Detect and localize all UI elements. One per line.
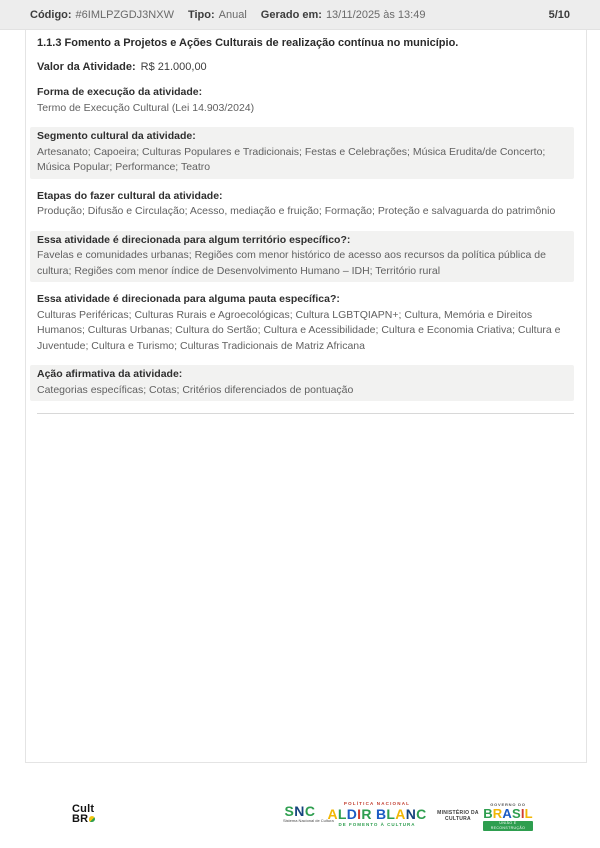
section-territorio-especifico xyxy=(30,231,574,283)
aldir-blanc-letters: ALDIR BLANC xyxy=(327,806,427,822)
tipo-label: Tipo: xyxy=(187,8,215,21)
cultbr-logo-line2: BR xyxy=(72,814,95,824)
section-label: Essa atividade é direcionada para alguma pauta específica?: xyxy=(37,293,340,305)
tipo-field xyxy=(188,9,247,21)
section-value: Culturas Periféricas; Culturas Rurais e Agroecológicas; Cultura LGBTQIAPN+; Cultura, Memória e Direitos Humanos; Culturas Urbanas; Cultura do Sertão; Cultura e Acessibilidade; Cultura e Economia Criativa; Cultura e Juventude; Cultura e Turismo; Culturas Tradicionais de Matriz Africana xyxy=(37,308,561,352)
ministerio-cultura-line2: CULTURA xyxy=(445,816,471,822)
ministerio-cultura-logo xyxy=(437,810,479,822)
activity-value-row xyxy=(37,60,574,75)
document-meta-bar xyxy=(0,0,600,30)
section-value: Favelas e comunidades urbanas; Regiões com menor histórico de acesso aos recursos da política pública de cultura; Regiões com menor índice de Desenvolvimento Humano – IDH; Território rural xyxy=(37,249,546,277)
section-label: Segmento cultural da atividade: xyxy=(37,130,196,142)
section-etapas-fazer-cultural xyxy=(30,187,574,223)
governo-brasil-bottom-text: UNIÃO E RECONSTRUÇÃO xyxy=(483,821,533,831)
gerado-em-value: 13/11/2025 às 13:49 xyxy=(325,8,426,21)
snc-logo-subtext: Sistema Nacional de Cultura xyxy=(283,818,334,823)
cultbr-leaf-icon xyxy=(89,816,95,822)
aldir-blanc-bottom-text: DE FOMENTO À CULTURA xyxy=(338,822,416,827)
aldir-blanc-logo xyxy=(322,801,432,828)
aldir-blanc-top-text: POLÍTICA NACIONAL xyxy=(343,801,411,806)
governo-brasil-letters: BRASIL xyxy=(483,806,533,821)
cultbr-logo xyxy=(72,804,95,824)
activity-value-label: Valor da Atividade: xyxy=(37,61,136,73)
section-segmento-cultural xyxy=(30,127,574,179)
section-value: Termo de Execução Cultural (Lei 14.903/2024) xyxy=(37,101,255,114)
snc-logo-letters: SNC xyxy=(284,803,316,819)
codigo-label: Código: xyxy=(30,8,72,21)
activity-title: 1.1.3 Fomento a Projetos e Ações Culturais de realização contínua no município. xyxy=(37,37,459,49)
gerado-em-field xyxy=(261,9,426,21)
activity-value-amount: R$ 21.000,00 xyxy=(140,61,207,73)
governo-brasil-logo xyxy=(483,802,533,831)
section-acao-afirmativa xyxy=(30,365,574,401)
codigo-value: #6IMLPZGDJ3NXW xyxy=(75,8,174,21)
page-number: 5/10 xyxy=(548,8,570,21)
governo-brasil-top-text: GOVERNO DO xyxy=(490,802,526,807)
snc-logo xyxy=(283,803,334,823)
section-value: Produção; Difusão e Circulação; Acesso, mediação e fruição; Formação; Proteção e salvaguarda do patrimônio xyxy=(37,205,556,217)
section-value: Categorias específicas; Cotas; Critérios diferenciados de pontuação xyxy=(37,383,354,396)
footer-logos xyxy=(0,798,600,838)
cultbr-logo-line1: Cult xyxy=(72,803,95,815)
section-label: Forma de execução da atividade: xyxy=(37,86,203,98)
tipo-value: Anual xyxy=(218,8,247,21)
section-pauta-especifica xyxy=(30,290,574,357)
report-page-card xyxy=(25,30,587,763)
codigo-field xyxy=(30,9,174,21)
section-label: Etapas do fazer cultural da atividade: xyxy=(37,189,223,202)
section-forma-execucao xyxy=(30,83,574,119)
gerado-em-label: Gerado em: xyxy=(260,8,322,21)
ministerio-cultura-line1: MINISTÉRIO DA xyxy=(437,810,479,816)
section-value: Artesanato; Capoeira; Culturas Populares e Tradicionais; Festas e Celebrações; Música Erudita/de Concerto; Música Popular; Performance; Teatro xyxy=(37,145,546,173)
section-label: Ação afirmativa da atividade: xyxy=(37,368,183,380)
section-label: Essa atividade é direcionada para algum território específico?: xyxy=(37,233,351,246)
section-divider xyxy=(37,413,574,414)
